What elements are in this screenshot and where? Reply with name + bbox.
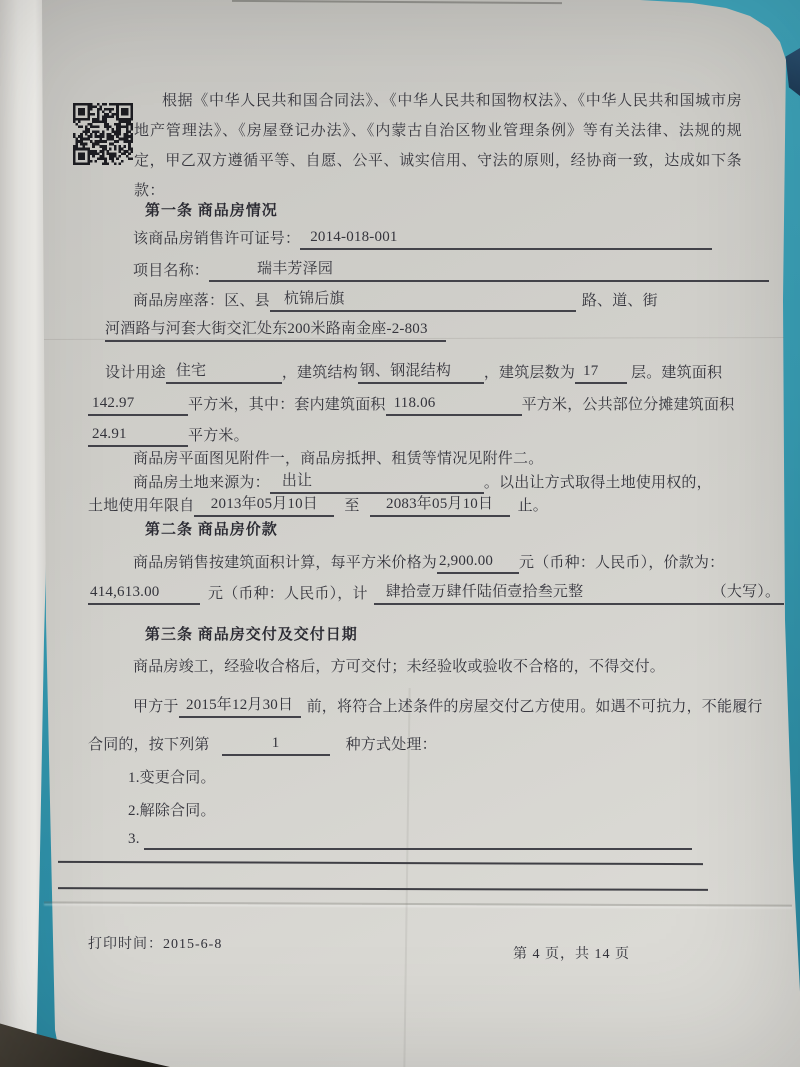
blank-rule-2 [58,887,708,891]
area-value: 142.97 [88,393,188,416]
qr-code [73,103,133,165]
license-label: 该商品房销售许可证号： [133,231,301,247]
usage-value: 住宅 [166,361,282,384]
project-label: 项目名称： [133,263,210,279]
land-suffix: 。以出让方式取得土地使用权的， [483,475,712,491]
land-value: 出让 [270,471,484,494]
structure-label: ，建筑结构 [281,365,358,381]
total-suffix: （大写）。 [708,582,785,605]
option2: 2.解除合同。 [128,803,216,819]
location-suffix: 路、道、街 [581,293,658,309]
tenure-suffix: 止。 [517,498,549,514]
option3-blank [144,827,692,850]
price-line [133,551,724,575]
delivery-label: 甲方于 [133,699,179,715]
tenure-mid: 至 [344,498,360,514]
intro-paragraph: 根据《中华人民共和国合同法》、《中华人民共和国物权法》、《中华人民共和国城市房地产管理法》、《房屋登记办法》、《内蒙古自治区物业管理条例》等有关法律、法规的规定，甲乙双方遵循平等、自愿、公平、诚实信用、守法的原则，经协商一致，达成如下条款： [134,93,742,199]
delivery-suffix: 前，将符合上述条件的房屋交付乙方使用。如遇不可抗力，不能履行 [306,699,763,715]
shared-area-value: 24.91 [88,424,188,447]
project-value: 瑞丰芳泽园 [209,259,769,282]
address-value: 河酒路与河套大街交汇处东200米路南金座-2-803 [105,319,446,342]
floors-value: 17 [575,361,627,384]
method-value: 1 [222,733,330,756]
delivery-date: 2015年12月30日 [179,695,301,718]
floors-label: ，建筑层数为 [483,365,576,381]
tenure-line [88,494,548,518]
option3-label: 3. [128,831,140,847]
article2-heading: 第二条 商品房价款 [145,522,278,538]
blank-rule-1 [58,861,703,865]
license-line [133,227,712,251]
acceptance-line: 商品房竣工，经验收合格后，方可交付；未经验收或验收不合格的，不得交付。 [133,659,666,675]
option3 [128,827,692,851]
area-suffix: 平方米，公共部位分摊建筑面积 [521,397,735,413]
method-suffix: 种方式处理： [345,737,437,753]
price-suffix: 元（币种：人民币），价款为： [519,555,725,571]
tenure-label: 土地使用年限自 [88,498,195,514]
location-label: 商品房座落：区、县 [133,293,270,309]
shared-area-line [88,424,249,448]
location-line [133,289,658,313]
inner-area-value: 118.06 [386,393,522,416]
area-mid: 平方米，其中：套内建筑面积 [188,397,386,413]
page-number: 第 4 页，共 14 页 [513,947,630,962]
structure-value: 钢、钢混结构 [358,361,484,384]
total-price-line [88,582,784,606]
project-line [133,259,769,283]
address-line [105,319,446,343]
price-label: 商品房销售按建筑面积计算，每平方米价格为 [133,555,438,571]
method-label: 合同的，按下列第 [88,737,210,753]
attachments-line: 商品房平面图见附件一，商品房抵押、租赁等情况见附件二。 [133,451,544,467]
method-line [88,733,437,757]
total-value: 414,613.00 [88,582,200,605]
land-source-line [133,471,712,495]
total-words: 肆拾壹万肆仟陆佰壹拾叁元整 [374,582,708,605]
land-label: 商品房土地来源为： [133,475,270,491]
total-mid: 元（币种：人民币），计 [208,586,368,602]
tenure-from: 2013年05月10日 [194,494,334,517]
delivery-line [133,695,763,719]
print-time: 打印时间：2015-6-8 [88,937,223,952]
option1: 1.变更合同。 [128,770,216,786]
design-line [105,361,722,385]
article1-heading: 第一条 商品房情况 [145,203,278,219]
price-value: 2,900.00 [437,551,519,574]
usage-label: 设计用途 [105,365,166,381]
license-value: 2014-018-001 [300,227,712,250]
area-line [88,393,734,417]
tenure-to: 2083年05月10日 [370,494,510,517]
shared-area-suffix: 平方米。 [188,428,249,444]
location-value: 杭锦后旗 [270,289,576,312]
article3-heading: 第三条 商品房交付及交付日期 [145,627,358,643]
floors-suffix: 层。建筑面积 [631,365,723,381]
